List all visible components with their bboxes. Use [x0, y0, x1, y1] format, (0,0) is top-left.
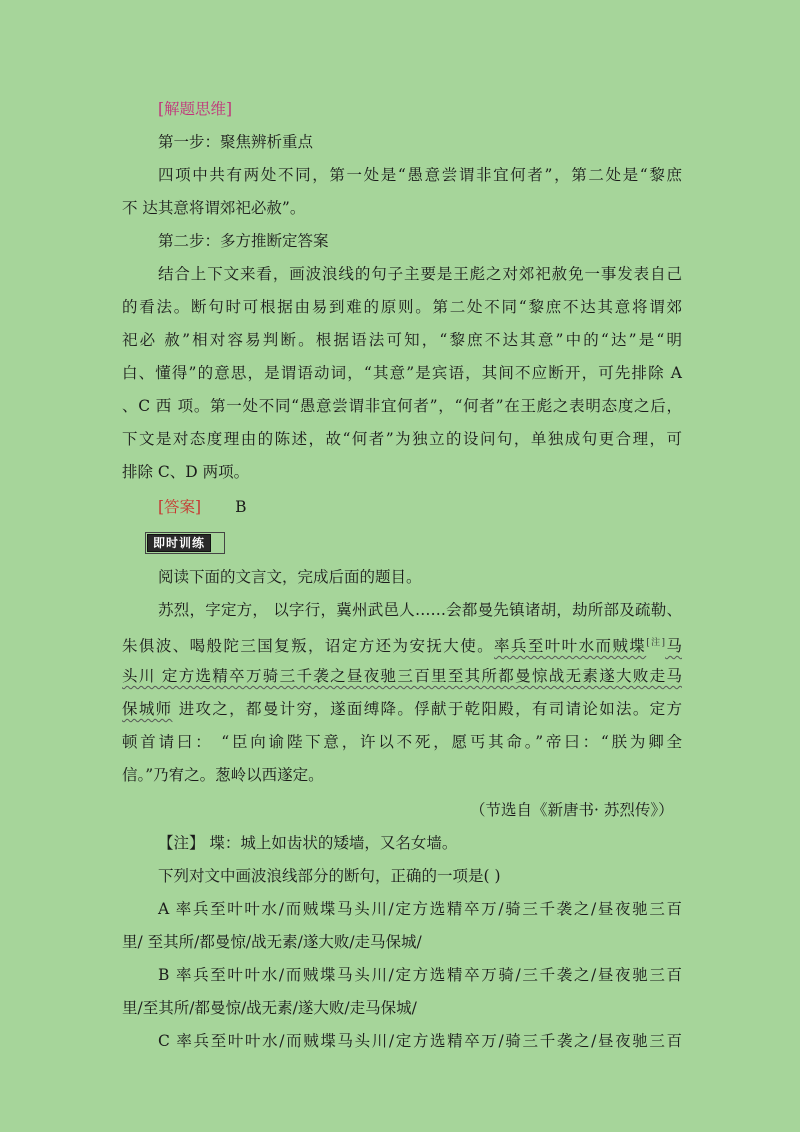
option-c-line-1: C 率兵至叶叶水/而贼堞马头川/定方选精卒万/骑三千袭之/昼夜驰三百 — [158, 1032, 682, 1050]
passage-line-5: 顿首请曰： “臣向谕陛下意，许以不死，愿丐其命。”帝曰：“朕为卿全 — [122, 733, 682, 751]
step2-line-3: 祀必 赦”相对容易判断。根据语法可知，“黎庶不达其意”中的“达”是“明 — [122, 331, 682, 349]
passage-line-4b: 进攻之，都曼计穷，遂面缚降。俘献于乾阳殿，有司请论如法。定方 — [172, 700, 682, 718]
question-text: 下列对文中画波浪线部分的断句，正确的一项是( ) — [158, 867, 501, 885]
step2-line-4: 白、懂得”的意思，是谓语动词，“其意”是宾语，其间不应断开，可先排除 A — [122, 364, 682, 382]
option-a-line-2: 里/ 至其所/都曼惊/战无素/遂大败/走马保城/ — [122, 933, 422, 951]
step2-line-2: 的看法。断句时可根据由易到难的原则。第二处不同“黎庶不达其意将谓郊 — [122, 298, 682, 316]
step2-line-1: 结合上下文来看，画波浪线的句子主要是王彪之对郊祀赦免一事发表自己 — [158, 265, 682, 283]
passage-wavy-1: 率兵至叶叶水而贼堞 — [494, 637, 647, 656]
note-marker: [注] — [646, 638, 666, 648]
option-a-line-1: A 率兵至叶叶水/而贼堞马头川/定方选精卒万/骑三千袭之/昼夜驰三百 — [158, 900, 682, 918]
passage-wavy-2: 马 — [665, 637, 682, 656]
passage-line-6: 信。”乃宥之。葱岭以西遂定。 — [122, 766, 324, 784]
passage-wavy-3: 保城师 — [122, 700, 173, 718]
source-citation: （节选自《新唐书· 苏烈传》） — [470, 801, 674, 819]
step1-line-1: 四项中共有两处不同，第一处是“愚意尝谓非宜何者”，第二处是“黎庶 — [158, 166, 682, 184]
step2-line-7: 排除 C、D 两项。 — [122, 463, 250, 481]
passage-line-1: 苏烈，字定方， 以字行，冀州武邑人……会都曼先镇诸胡，劫所部及疏勒、 — [158, 601, 682, 619]
note-text: 【注】 堞：城上如齿状的矮墙，又名女墙。 — [158, 834, 458, 852]
answer-line — [158, 496, 718, 518]
step2-title: 第二步：多方推断定答案 — [158, 232, 329, 250]
step2-line-5: 、C 西 项。第一处不同“愚意尝谓非宜何者”，“何者”在王彪之表明态度之后， — [122, 397, 682, 415]
step2-line-6: 下文是对态度理由的陈述，故“何者”为独立的设问句，单独成句更合理，可 — [122, 430, 682, 448]
option-b-line-2: 里/至其所/都曼惊/战无素/遂大败/走马保城/ — [122, 999, 417, 1017]
passage-line-2a: 朱俱波、喝般陀三国复叛，诏定方还为安抚大使。 — [122, 637, 495, 656]
passage-line-3: 头川 定方选精卒万骑三千袭之昼夜驰三百里至其所都曼惊战无素遂大败走马 — [122, 667, 682, 685]
step1-line-2: 不 达其意将谓郊祀必赦”。 — [122, 199, 306, 217]
intro-text: 阅读下面的文言文，完成后面的题目。 — [158, 568, 422, 586]
option-b-line-1: B 率兵至叶叶水/而贼堞马头川/定方选精卒万骑/三千袭之/昼夜驰三百 — [158, 966, 682, 984]
step1-title: 第一步：聚焦辨析重点 — [158, 133, 314, 151]
section-tag: [解题思维] — [158, 100, 233, 118]
passage-line-4 — [122, 698, 682, 720]
answer-value: B — [235, 498, 247, 516]
answer-tag: [答案] — [158, 498, 202, 516]
passage-line-2 — [122, 632, 682, 657]
practice-badge: 即时训练 — [147, 534, 211, 552]
